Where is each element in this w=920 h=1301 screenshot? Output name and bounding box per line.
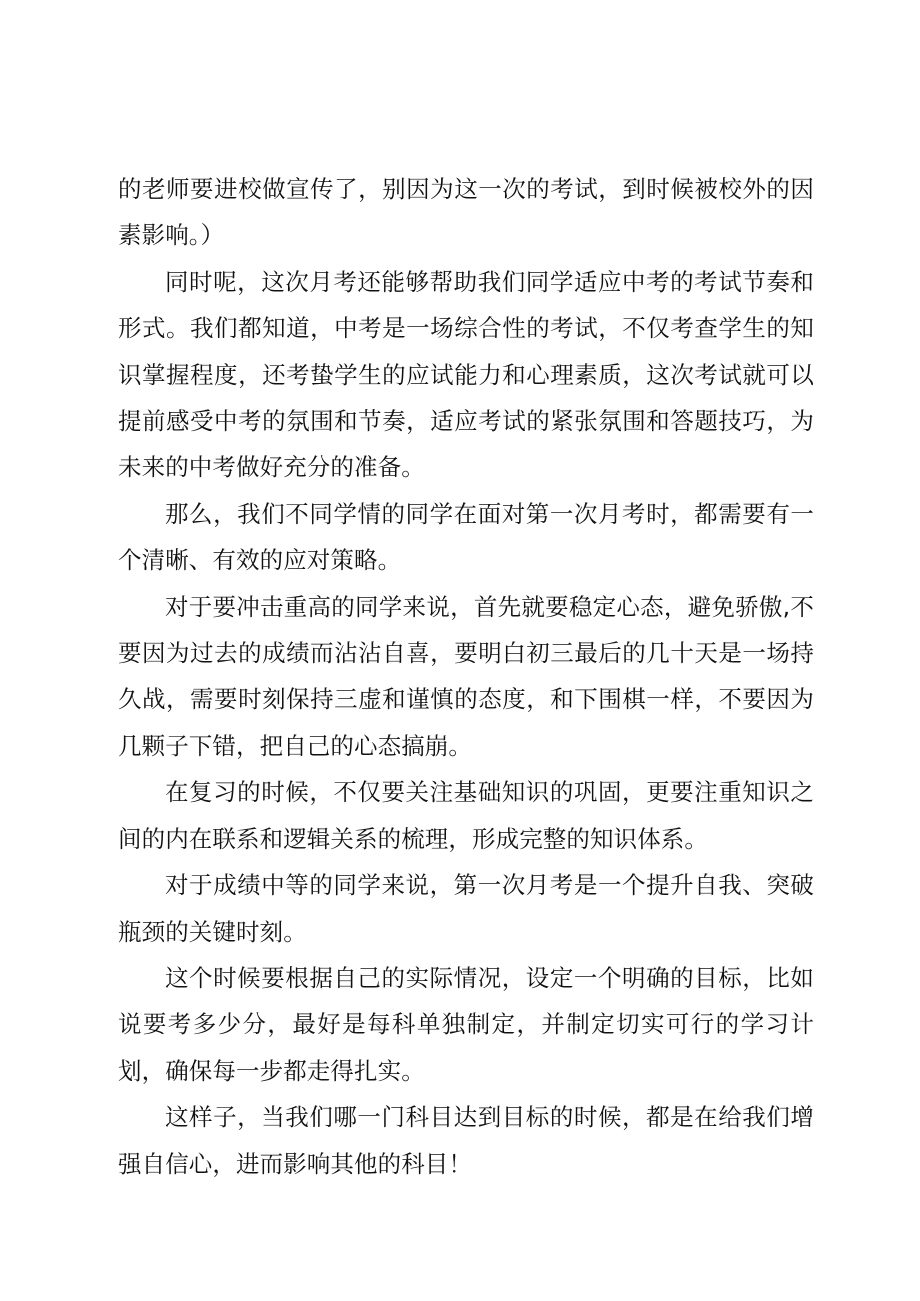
- paragraph-6: 对于成绩中等的同学来说，第一次月考是一个提升自我、突破瓶颈的关键时刻。: [118, 871, 814, 946]
- paragraph-5: 在复习的时候，不仅要关注基础知识的巩固，更要注重知识之间的内在联系和逻辑关系的梳理，形成完整的知识体系。: [118, 778, 814, 853]
- paragraph-8: 这样子，当我们哪一门科目达到目标的时候，都是在给我们增强自信心，进而影响其他的科目！: [118, 1103, 814, 1178]
- paragraph-1: 的老师要进校做宣传了，别因为这一次的考试，到时候被校外的因素影响。）: [118, 175, 814, 250]
- paragraph-3: 那么，我们不同学情的同学在面对第一次月考时，都需要有一个清晰、有效的应对策略。: [118, 499, 814, 575]
- paragraph-2: 同时呢，这次月考还能够帮助我们同学适应中考的考试节奏和形式。我们都知道，中考是一场综合性的考试，不仅考查学生的知识掌握程度，还考蛰学生的应试能力和心理素质，这次考试就可以提前感受中考的氛围和节奏，适应考试的紧张氛围和答题技巧，为未来的中考做好充分的准备。: [118, 267, 814, 482]
- document-body: [118, 166, 814, 1187]
- paragraph-4: 对于要冲击重高的同学来说，首先就要稳定心态，避免骄傲,不要因为过去的成绩而沾沾自喜，要明白初三最后的几十天是一场持久战，需要时刻保持三虚和谨慎的态度，和下围棋一样，不要因为几颗子下错，把自己的心态搞崩。: [118, 592, 814, 760]
- paragraph-7: 这个时候要根据自己的实际情况，设定一个明确的目标，比如说要考多少分，最好是每科单独制定，并制定切实可行的学习计划，确保每一步都走得扎实。: [118, 963, 814, 1085]
